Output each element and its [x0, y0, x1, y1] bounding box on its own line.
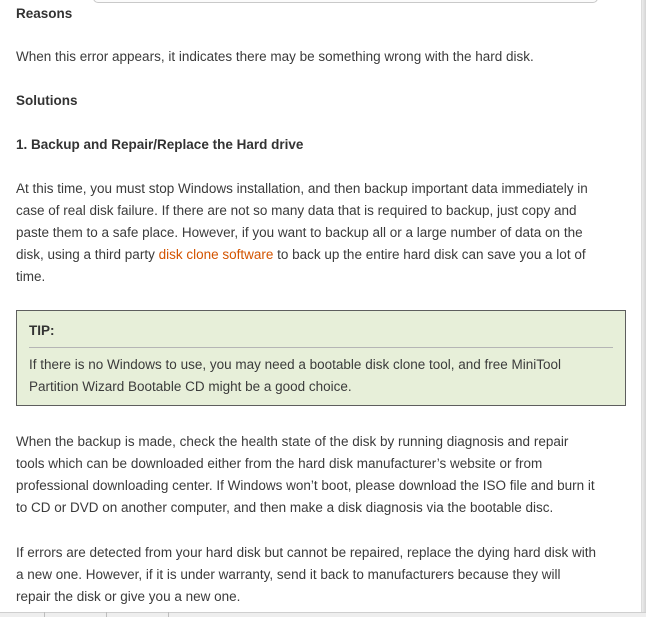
paragraph-replace: [16, 542, 624, 608]
paragraph-diagnosis-line: to CD or DVD on another computer, and then make a disk diagnosis via the bootable disc.: [16, 500, 554, 515]
disk-clone-software-link[interactable]: disk clone software: [158, 247, 274, 262]
section-heading-backup-repair: 1. Backup and Repair/Replace the Hard drive: [16, 137, 304, 152]
top-frame-edge: [93, 0, 598, 3]
paragraph-diagnosis: [16, 431, 624, 519]
tip-box: [16, 310, 626, 406]
text-before-link: disk, using a third party: [16, 247, 159, 262]
tip-text-line: Partition Wizard Bootable CD might be a good choice.: [29, 379, 352, 394]
frame-tick: [168, 612, 169, 617]
scrollbar-edge[interactable]: [641, 0, 646, 617]
frame-tick: [44, 612, 45, 617]
tip-title: TIP:: [29, 323, 55, 338]
paragraph-backup: [16, 178, 624, 288]
frame-tick: [106, 612, 107, 617]
tip-divider: [29, 347, 613, 348]
text-after-link: to back up the entire hard disk can save you a lot of: [273, 247, 586, 262]
paragraph-backup-line: time.: [16, 269, 46, 284]
paragraph-diagnosis-line: professional downloading center. If Windows won’t boot, please download the ISO file and burn it: [16, 478, 595, 493]
reasons-text: When this error appears, it indicates there may be something wrong with the hard disk.: [16, 49, 534, 64]
paragraph-diagnosis-line: When the backup is made, check the health state of the disk by running diagnosis and repair: [16, 434, 569, 449]
paragraph-replace-line: If errors are detected from your hard disk but cannot be repaired, replace the dying hard disk with: [16, 545, 597, 560]
paragraph-backup-line: paste them to a safe place. However, if you want to backup all or a large number of data on the: [16, 225, 583, 240]
paragraph-diagnosis-line: tools which can be downloaded either from the hard disk manufacturer’s website or from: [16, 456, 543, 471]
reasons-heading: Reasons: [16, 6, 73, 21]
paragraph-replace-line: a new one. However, if it is under warranty, send it back to manufacturers because they will: [16, 567, 561, 582]
paragraph-replace-line: repair the disk or give you a new one.: [16, 589, 241, 604]
paragraph-backup-line: At this time, you must stop Windows installation, and then backup important data immediately in: [16, 181, 588, 196]
tip-text-line: If there is no Windows to use, you may need a bootable disk clone tool, and free MiniTool: [29, 357, 562, 372]
solutions-heading: Solutions: [16, 93, 78, 108]
paragraph-backup-line: case of real disk failure. If there are not so many data that is required to backup, just copy and: [16, 203, 577, 218]
tip-text: [29, 354, 614, 398]
paragraph-backup-line: [16, 244, 624, 266]
bottom-frame-edge: [0, 612, 646, 617]
